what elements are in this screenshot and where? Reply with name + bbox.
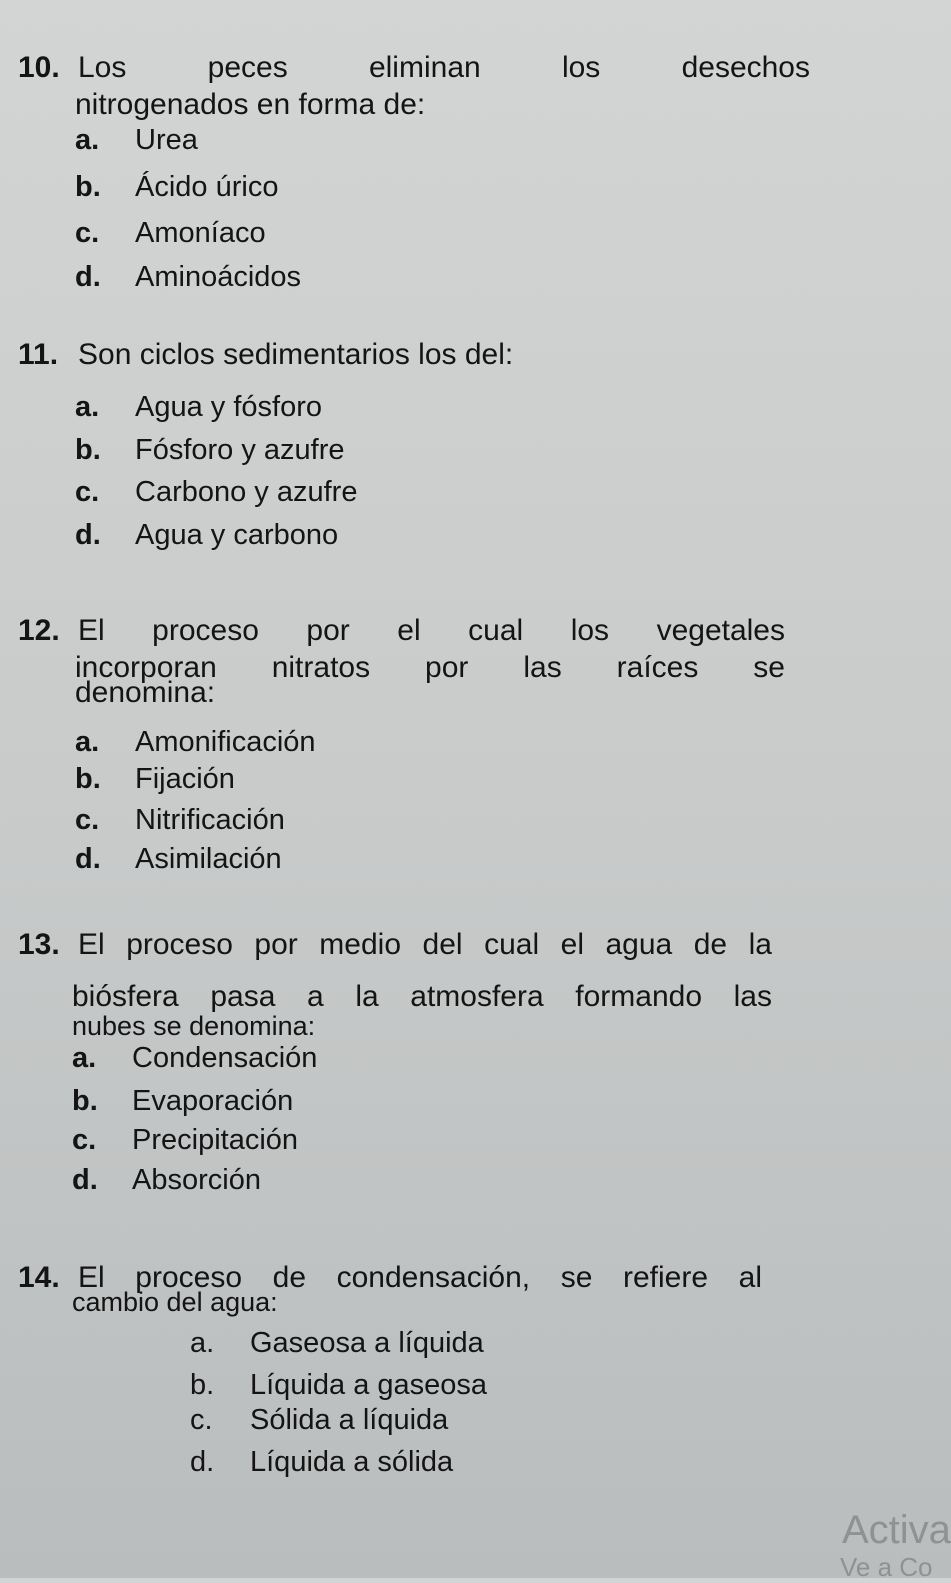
option-letter: d.: [75, 843, 101, 875]
option-letter: c.: [75, 476, 100, 508]
option-text: Fósforo y azufre: [135, 434, 345, 466]
question-12-option-d[interactable]: [75, 842, 282, 876]
question-13-number: 13.: [18, 928, 60, 961]
question-13-option-b[interactable]: [72, 1084, 293, 1118]
option-text: Gaseosa a líquida: [250, 1327, 484, 1359]
question-11-option-a[interactable]: [75, 390, 322, 424]
option-letter: c.: [75, 804, 100, 836]
option-letter: b.: [75, 171, 101, 203]
question-10-text: Los peces eliminan los desechos: [78, 51, 810, 84]
question-10-number: 10.: [18, 51, 60, 84]
option-text: Absorción: [132, 1164, 261, 1196]
question-11-number: 11.: [18, 338, 59, 371]
question-11-option-c[interactable]: [75, 475, 357, 509]
question-14-text: El proceso de condensación, se refiere al: [78, 1261, 762, 1294]
option-text: Líquida a gaseosa: [250, 1369, 488, 1401]
option-letter: a.: [72, 1042, 97, 1074]
question-11-option-b[interactable]: [75, 433, 345, 467]
question-14-option-c[interactable]: [190, 1403, 448, 1437]
option-text: Evaporación: [132, 1085, 294, 1117]
question-13-text: El proceso por medio del cual el agua de la: [78, 928, 772, 961]
question-10-option-d[interactable]: [75, 260, 301, 294]
option-text: Urea: [135, 124, 198, 156]
question-11-option-d[interactable]: [75, 518, 338, 552]
question-12-text: El proceso por el cual los vegetales: [78, 614, 785, 647]
question-12-option-a[interactable]: [75, 725, 316, 759]
question-12-text: denomina:: [75, 676, 216, 709]
option-text: Fijación: [135, 763, 235, 795]
option-letter: d.: [75, 519, 101, 551]
option-text: Asimilación: [135, 843, 282, 875]
question-13-option-c[interactable]: [72, 1123, 298, 1157]
question-12-text: incorporan nitratos por las raíces se: [75, 651, 785, 684]
option-text: Aminoácidos: [135, 261, 302, 293]
option-letter: d.: [72, 1164, 98, 1196]
activation-watermark-title: Activa: [842, 1508, 951, 1552]
question-10-option-a[interactable]: [75, 123, 198, 157]
option-text: Sólida a líquida: [250, 1404, 449, 1436]
option-letter: b.: [72, 1085, 98, 1117]
option-letter: d.: [190, 1446, 215, 1478]
question-14-option-d[interactable]: [190, 1445, 453, 1479]
option-letter: a.: [75, 726, 100, 758]
option-text: Agua y fósforo: [135, 391, 322, 423]
question-14-option-b[interactable]: [190, 1368, 487, 1402]
option-text: Líquida a sólida: [250, 1446, 454, 1478]
option-text: Amonificación: [135, 726, 316, 758]
option-text: Condensación: [132, 1042, 318, 1074]
option-letter: a.: [75, 391, 100, 423]
option-text: Agua y carbono: [135, 519, 339, 551]
option-letter: b.: [75, 434, 101, 466]
option-text: Precipitación: [132, 1124, 299, 1156]
activation-watermark-subtitle: Ve a Co: [840, 1552, 933, 1582]
question-13-option-a[interactable]: [72, 1041, 317, 1075]
option-letter: b.: [75, 763, 101, 795]
question-12-number: 12.: [18, 614, 60, 647]
question-10-text: nitrogenados en forma de:: [75, 88, 426, 121]
option-letter: a.: [75, 124, 100, 156]
question-13-option-d[interactable]: [72, 1163, 261, 1197]
question-10-option-c[interactable]: [75, 216, 266, 250]
option-text: Amoníaco: [135, 217, 266, 249]
option-letter: b.: [190, 1369, 215, 1401]
option-text: Carbono y azufre: [135, 476, 358, 508]
option-text: Nitrificación: [135, 804, 285, 836]
question-14-option-a[interactable]: [190, 1326, 484, 1360]
question-11-text: Son ciclos sedimentarios los del:: [78, 338, 514, 371]
question-10-option-b[interactable]: [75, 170, 278, 204]
option-letter: a.: [190, 1327, 215, 1359]
question-12-option-b[interactable]: [75, 762, 235, 796]
question-12-option-c[interactable]: [75, 803, 285, 837]
option-letter: d.: [75, 261, 101, 293]
option-letter: c.: [75, 217, 100, 249]
question-14-text: cambio del agua:: [72, 1287, 278, 1317]
question-13-text: nubes se denomina:: [72, 1011, 316, 1041]
option-text: Ácido úrico: [135, 171, 279, 203]
question-13-text: biósfera pasa a la atmosfera formando las: [72, 980, 772, 1013]
option-letter: c.: [190, 1404, 213, 1436]
option-letter: c.: [72, 1124, 97, 1156]
question-14-number: 14.: [18, 1261, 60, 1294]
